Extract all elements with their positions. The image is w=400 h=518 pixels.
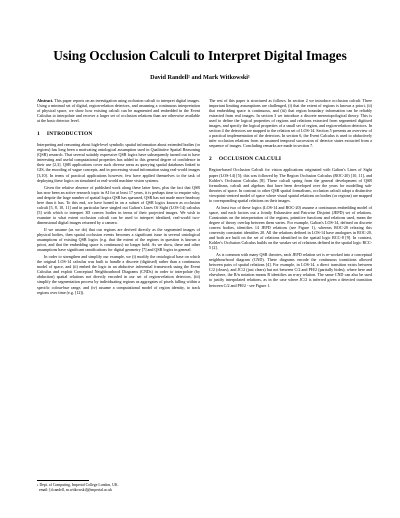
- footnote-email: email: [d.randell, m.witkowski]@imperial.ac.uk: [38, 487, 113, 492]
- paragraph: Given the relative absence of published work along these latter lines, plus the fact that QSR has now been an active research topic in AI for at least 17 years, it is perhaps time to enquire why, and despite the large number of spatial logics QSR has spawned, QSR has not made more headway here than it has. To this end, we have honed in on a subset of QSR logics known as occlusion calculi [5, 8, 10, 11] and in particular have singled out Galton's Lines Of Sight (LOS-14) calculus [5] with which to interpret 3D convex bodies in terms of their projected images. We wish to examine to what extent occlusion calculi can be used to interpret idealised, real-world two-dimensional digital images returned by a camera.: [37, 184, 200, 225]
- paragraph: As is common with many QSR theories, each JEPD relation set is re-worked into a conceptual neighbourhood diagram (CND). These diagrams encode the continuous transitions allowed between pairs of spatial relations [4]. For example, in LOS-14, a direct transition exists between C/2 (clears), and JC/2 (just clears) but not between C/2 and PH/2 (partially hides); where here and elsewhere, the R/n notation means R identifies an n-ary relation. The same CND can also be used to justify interpolated relations, as in the case where JC/2 is inferred given a detected transition between C/2 and PH/2 - see Figure 1.: [209, 252, 372, 288]
- footnote-line-2: [37, 488, 200, 493]
- abstract: [37, 98, 200, 123]
- footnote-rule: [37, 480, 89, 481]
- right-column: [209, 98, 372, 290]
- section-heading-occlusion-calculi: [209, 156, 372, 162]
- paragraph: In order to strengthen and simplify our example, we (i) modify the ontological base on which the original LOS-14 calculus was built to handle a discrete (digitised) rather than a continuous model of space, and (ii) embed the logic in an abductive inferential framework using the Event Calculus and exploit Conceptual Neighbourhood Diagrams (CNDs) in order to interpolate (by abduction) spatial relations not directly encoded in our set of region-relation detectors, (iii) simplify the segmentation process by individuating regions as aggregates of pixels falling within a specific colour-hue range, and (iv) assume a computational model of region identity, to track regions over time (e.g. [12]).: [37, 254, 200, 295]
- footnote-marker: 1: [37, 483, 39, 487]
- footnote: [37, 483, 200, 492]
- section-number: 1: [37, 131, 40, 138]
- paragraph: At least two of these logics (LOS-14 and ROC-20) assume a continuous embedding model of space, and each factors out a Jointly Exhaustive and Pairwise Disjoint (JEPD) set of relations. Constraints on the interpretation of the regions, primitive functions and relations used, mean the degree of theory overlap between them varies. For example, Galton's LOS-14, defined on discrete convex bodies, identifies 14 JEPD relations (see Figure 1), whereas ROC-20 relaxing this convexity constraint identifies 20. All the relations defined in LOS-14 have analogues in ROC-20, and both are built on the set of relations identified in the spatial logic RCC-8 [9]. In contrast, Kohler's Occlusion Calculus builds on the weaker set of relations defined in the spatial logic RCC-5 [2].: [209, 204, 372, 251]
- paragraph: The rest of this paper is structured as follows. In section 2 we introduce occlusion calculi. Three important limiting assumptions are challenged, (i) that the extent of regions is known a priori, (ii) that embedding space is continuous, and (iii) that region boundary information can be reliably extracted from real images. In section 3 we introduce a discrete mereotopological theory. This is used to define the logical properties of regions and relations extracted from segmented digitised images, and specify the logical properties of a small set of region, and region-relation detectors. In section 4 the detectors are mapped to the relation set of LOS-14. Section 5 presents an overview of a practical implementation of the detectors. In section 6, the Event Calculus is used to abductively infer occlusion relations from an assumed temporal succession of detector states extracted from a sequence of images. Concluding remarks are made in section 7.: [209, 98, 372, 149]
- left-column: [37, 98, 200, 297]
- section-title: INTRODUCTION: [46, 131, 93, 138]
- paper-title: Using Occlusion Calculi to Interpret Digital Images: [53, 48, 347, 63]
- paragraph: Interpreting and reasoning about high-level symbolic spatial information about extended bodies (or regions) has long been a motivating ontological assumption used in Qualitative Spatial Reasoning (QSR) research. That several suitably expressive QSR logics have subsequently turned out to have interesting and useful computational properties has added to this general degree of confidence in their use [2,3]. QSR applications cover such diverse areas as querying spatial databases linked to GIS, the encoding of vague concepts, and in processing visual information using real-world images [3,10]. In terms of practical applications however, few have applied themselves to the task of deploying these logics on simulated or real-world machine vision systems.: [37, 142, 200, 183]
- section-title: OCCLUSION CALCULI: [218, 156, 282, 163]
- paragraph: If we assume (as we do) that our regions are derived directly as the segmented images of physical bodies, then spatial occlusion events becomes a significant issue in several ontological assumptions of existing QSR logics (e.g. that the extent of the regions in question is known a priori, and that the embedding space is continuous) no longer hold. As we show, these and other assumptions have significant ramifications for digital geometry [7] and QSR logics in general.: [37, 226, 200, 253]
- section-number: 2: [209, 156, 212, 163]
- section-heading-introduction: [37, 131, 200, 137]
- abstract-text: This paper reports on an investigation using occlusion calculi to interpret digital images. Using a minimal set of digital, region-relation detectors, and assuming a continuous interpretation of physical space, we show how existing calculi can be augmented and embedded in the Event Calculus to interpolate and recover a larger set of occlusion relations than are otherwise available at the basic detector level.: [37, 98, 200, 124]
- abstract-label: Abstract.: [37, 98, 54, 103]
- paragraph: Region-based Occlusion Calculi for vision applications originated with Galton's Lines of Sight paper (LOS-14) [5]; this was followed by The Region Occlusion Calculus (ROC-20) [10, 11], and Kohler's Occlusion Calculus [8]. These calculi spring from the general development of QSR formalisms, calculi and algebras that have been developed over the years for modelling sub-theories of space. In contrast to other QSR spatial formalisms, occlusion calculi adopt a distinctive viewpoint-centred model of space where visual spatial relations on bodies (or regions) are mapped to corresponding spatial relations on their images.: [209, 167, 372, 203]
- footnote-affiliation: Dept. of Computing, Imperial College London, UK.: [39, 483, 119, 487]
- paper-authors: David Randell¹ and Mark Witkowski¹: [150, 74, 250, 81]
